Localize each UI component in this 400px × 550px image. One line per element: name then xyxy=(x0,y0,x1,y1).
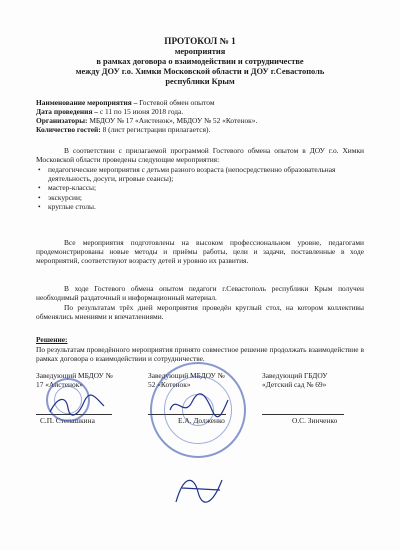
signatory-org: «Детский сад № 69» xyxy=(262,380,327,389)
signatory-name: Е.А. Долженко xyxy=(178,416,225,425)
event-name-value: Гостевой обмен опытом xyxy=(137,98,215,107)
header-line-republic: республики Крым xyxy=(165,77,235,86)
organizers-value: МБДОУ № 17 «Аистенок», МБДОУ № 52 «Котенок». xyxy=(87,116,258,125)
event-list xyxy=(36,165,364,211)
header-line-event: мероприятия xyxy=(174,47,226,56)
paragraph-quality: Все мероприятия подготовлены на высоком профессиональном уровне, педагогами продемонстрированы новые методы и приёмы работы, цели и задачи, поставленные в ходе мероприятий, соответствуют возрасту детей и уровню их развития. xyxy=(36,238,364,266)
paragraph-round-table: По результатам трёх дней мероприятия проведён круглый стол, на котором коллективы обменялись мнениями и впечатлениями. xyxy=(36,303,364,322)
guests-label: Количество гостей: xyxy=(36,125,101,134)
signature-block-3 xyxy=(262,371,372,389)
signatory-title: Заведующий ГБДОУ xyxy=(262,371,328,380)
signatory-name: О.С. Зинченко xyxy=(292,416,338,425)
signature-scribble-icon xyxy=(172,470,228,510)
event-date-value: с 11 по 15 июня 2018 года. xyxy=(97,107,184,116)
header-line-parties: между ДОУ г.о. Химки Московской области и ДОУ г.Севастополь xyxy=(75,67,325,76)
list-item: • педагогические мероприятия с детьми разного возраста (непосредственно образовательная деятельность, досуги, игровые сеансы); xyxy=(36,165,364,183)
list-item: • круглые столы. xyxy=(36,202,364,211)
header-line-agreement: в рамках договора о взаимодействии и сотрудничестве xyxy=(96,57,304,66)
signature-line xyxy=(262,414,344,415)
signatory-org: 17 «Аистенок» xyxy=(36,380,83,389)
decision-label: Решение: xyxy=(36,335,68,344)
signature-scribble-icon xyxy=(48,392,108,418)
signatory-org: 52 «Котенок» xyxy=(148,380,191,389)
paragraph-materials: В ходе Гостевого обмена опытом педагоги г.Севастополь республики Крым получен необходимый раздаточный и информационный материал. xyxy=(36,284,364,303)
event-date-line xyxy=(36,107,183,116)
event-name-label: Наименование мероприятия – xyxy=(36,98,138,107)
signature-scribble-icon xyxy=(168,392,230,418)
paragraph-program: В соответствии с прилагаемой программой Гостевого обмена опытом в ДОУ г.о. Химки Московской области проведены следующие мероприятия: xyxy=(36,146,364,165)
decision-text: По результатам проведённого мероприятия принято совместное решение продолжать взаимодействие в рамках договора о взаимодействии и сотрудничестве. xyxy=(36,345,364,364)
organizers-label: Организаторы: xyxy=(36,116,88,125)
list-item: • экскурсии; xyxy=(36,193,364,202)
guests-value: 8 (лист регистрации прилагается). xyxy=(100,125,211,134)
organizers-line xyxy=(36,116,257,125)
signatory-title: Заведующий МБДОУ № xyxy=(36,371,113,380)
protocol-title: ПРОТОКОЛ № 1 xyxy=(164,36,236,46)
list-item: • мастер-классы; xyxy=(36,183,364,192)
guests-line xyxy=(36,125,210,134)
signatory-name: С.П. Степашкина xyxy=(40,416,95,425)
event-name-line xyxy=(36,98,215,107)
signatory-title: Заведующий МБДОУ № xyxy=(148,371,225,380)
event-date-label: Дата проведения – xyxy=(36,107,98,116)
